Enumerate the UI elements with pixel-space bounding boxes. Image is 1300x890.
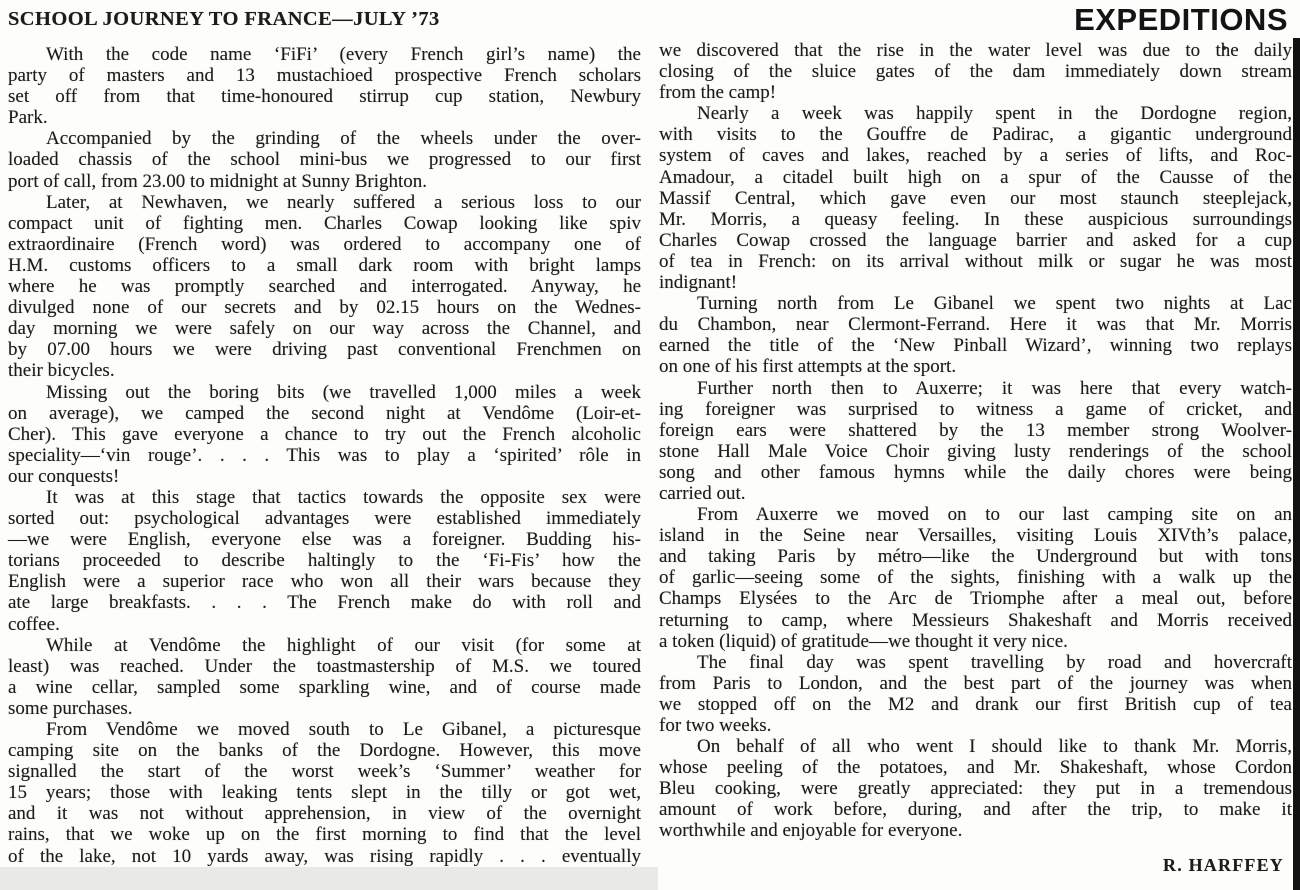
right-column (659, 40, 1292, 876)
article-title: SCHOOL JOURNEY TO FRANCE—JULY ’73 (8, 8, 440, 30)
scan-bottom-band (0, 867, 658, 890)
text-line: From Vendôme we moved south to Le Gibanel, a picturesque (46, 719, 641, 740)
text-line: English were a superior race who won all their wars because they (8, 571, 641, 593)
text-line: for two weeks. (659, 715, 772, 736)
text-line: Massif Central, which gave even our most staunch steeplejack, (659, 187, 1292, 209)
text-line: from the camp! (659, 82, 777, 104)
text-line: ate large breakfasts. . . . The French make do with roll and (8, 592, 641, 614)
text-line: coffee. (8, 613, 60, 635)
paragraph (8, 382, 641, 487)
left-column-text (8, 44, 641, 867)
text-line: Nearly a week was happily spent in the Dordogne region, (697, 103, 1292, 125)
paragraph (659, 40, 1292, 103)
text-line: extraordinaire (French word) was ordered to accompany one of (8, 233, 641, 255)
text-line: Further north then to Auxerre; it was here that every watch- (697, 377, 1292, 399)
text-line: Mr. Morris, a queasy feeling. In these auspicious surroundings (659, 208, 1292, 230)
paragraph (659, 652, 1292, 736)
text-line: Cher). This gave everyone a chance to try out the French alcoholic (8, 423, 641, 445)
text-line: a wine cellar, sampled some sparkling wine, and of course made (8, 676, 641, 698)
text-line: From Auxerre we moved on to our last camping site on an (697, 504, 1292, 526)
text-line: closing of the sluice gates of the dam immediately down stream (659, 61, 1292, 83)
text-line: signalled the start of the worst week’s ‘Summer’ weather for (8, 761, 641, 783)
text-line: ing foreigner was surprised to witness a game of cricket, and (659, 398, 1292, 420)
text-line: Turning north from Le Gibanel we spent two nights at Lac (697, 293, 1292, 315)
text-line: On behalf of all who went I should like to thank Mr. Morris, (697, 736, 1292, 758)
text-line: with visits to the Gouffre de Padirac, a gigantic underground (659, 124, 1292, 146)
paragraph (659, 103, 1292, 293)
paragraph (659, 378, 1292, 505)
text-line: by 07.00 hours we were driving past conventional Frenchmen on (8, 339, 641, 361)
text-line: du Chambon, near Clermont-Ferrand. Here it was that Mr. Morris (659, 314, 1292, 336)
text-line: a token (liquid) of gratitude—we thought it very nice. (659, 630, 1068, 652)
text-line: Amadour, a citadel built high on a spur of the Causse of the (659, 166, 1292, 188)
text-line: amount of work before, during, and after the trip, to make it (659, 799, 1292, 821)
text-line: torians proceeded to describe haltingly to the ‘Fi-Fis’ how the (8, 550, 641, 572)
text-line: H.M. customs officers to a small dark room with bright lamps (8, 254, 641, 276)
text-line: It was at this stage that tactics towards the opposite sex were (46, 486, 641, 508)
text-line: sorted out: psychological advantages were established immediately (8, 508, 641, 530)
text-line: of the lake, not 10 yards away, was rising rapidly . . . eventually (8, 845, 641, 867)
text-line: The final day was spent travelling by road and hovercraft (697, 651, 1292, 673)
text-line: Later, at Newhaven, we nearly suffered a serious loss to our (46, 191, 641, 213)
text-line: foreign ears were shattered by the 13 member strong Woolver- (659, 419, 1292, 441)
text-line: worthwhile and enjoyable for everyone. (659, 820, 963, 842)
text-line: and taking Paris by métro—like the Underground but with tons (659, 546, 1292, 568)
text-line: camping site on the banks of the Dordogne. However, this move (8, 740, 641, 762)
text-line: on average), we camped the second night at Vendôme (Loir-et- (8, 402, 641, 424)
paragraph (8, 487, 641, 635)
text-line: system of caves and lakes, reached by a series of lifts, and Roc- (659, 145, 1292, 167)
paragraph (659, 736, 1292, 841)
text-line: island in the Seine near Versailles, visiting Louis XIVth’s palace, (659, 525, 1292, 547)
paragraph (659, 293, 1292, 377)
text-line: compact unit of fighting men. Charles Cowap looking like spiv (8, 212, 641, 234)
text-line: some purchases. (8, 697, 133, 719)
section-header: EXPEDITIONS (1074, 2, 1288, 37)
text-line: While at Vendôme the highlight of our visit (for some at (46, 634, 641, 656)
text-line: party of masters and 13 mustachioed prospective French scholars (8, 65, 641, 87)
paragraph (659, 504, 1292, 652)
text-line: carried out. (659, 482, 746, 504)
text-line: —we were English, everyone else was a foreigner. Budding his- (8, 529, 641, 551)
paragraph (8, 635, 641, 719)
text-line: stone Hall Male Voice Choir giving lusty renderings of the school (659, 440, 1292, 462)
text-line: of tea in French: on its arrival without milk or sugar he was most (659, 250, 1292, 272)
text-line: speciality—‘vin rouge’. . . . This was to play a ‘spirited’ rôle in (8, 444, 641, 466)
text-line: Missing out the boring bits (we travelled 1,000 miles a week (46, 381, 641, 403)
text-line: Park. (8, 107, 48, 129)
text-line: their bicycles. (8, 360, 115, 382)
left-column (8, 6, 641, 867)
right-column-text (659, 40, 1292, 842)
text-line: least) was reached. Under the toastmastership of M.S. we toured (8, 655, 641, 677)
text-line: on one of his first attempts at the sport. (659, 356, 957, 378)
text-line: and it was not without apprehension, in view of the overnight (8, 803, 641, 825)
paragraph (8, 44, 641, 128)
text-line: With the code name ‘FiFi’ (every French girl’s name) the (46, 44, 641, 65)
text-line: Bleu cooking, were greatly appreciated: they put in a tremendous (659, 778, 1292, 800)
text-line: earned the title of the ‘New Pinball Wizard’, winning two replays (659, 335, 1292, 357)
scan-edge-bar (1293, 38, 1300, 890)
paragraph (8, 719, 641, 867)
text-line: Champs Elysées to the Arc de Triomphe after a meal out, before (659, 588, 1292, 610)
text-line: set off from that time-honoured stirrup cup station, Newbury (8, 86, 641, 108)
text-line: rains, that we woke up on the first morning to find that the level (8, 824, 641, 846)
text-line: whose peeling of the potatoes, and Mr. Shakeshaft, whose Cordon (659, 757, 1292, 779)
text-line: port of call, from 23.00 to midnight at Sunny Brighton. (8, 170, 428, 192)
text-line: our conquests! (8, 465, 120, 487)
text-line: Accompanied by the grinding of the wheels under the over- (46, 128, 641, 150)
text-line: from Paris to London, and the best part of the journey was when (659, 672, 1292, 694)
text-line: divulged none of our secrets and by 02.15 hours on the Wednes- (8, 297, 641, 319)
text-line: day morning we were safely on our way across the Channel, and (8, 318, 641, 340)
author-byline: R. HARFFEY (1163, 854, 1284, 875)
text-line: indignant! (659, 272, 738, 294)
text-line: of garlic—seeing some of the sights, finishing with a walk up the (659, 567, 1292, 589)
text-line: returning to camp, where Messieurs Shakeshaft and Morris received (659, 609, 1292, 631)
text-line: we discovered that the rise in the water level was due to the daily (659, 40, 1292, 61)
paragraph (8, 128, 641, 191)
text-line: we stopped off on the M2 and drank our first British cup of tea (659, 693, 1292, 715)
text-line: loaded chassis of the school mini-bus we progressed to our first (8, 149, 641, 171)
paragraph (8, 192, 641, 382)
text-line: song and other famous hymns while the daily chores were being (659, 461, 1292, 483)
text-line: where he was promptly searched and interrogated. Anyway, he (8, 276, 641, 298)
text-line: Charles Cowap crossed the language barrier and asked for a cup (659, 229, 1292, 251)
text-line: 15 years; those with leaking tents slept in the tilly or got wet, (8, 782, 641, 804)
